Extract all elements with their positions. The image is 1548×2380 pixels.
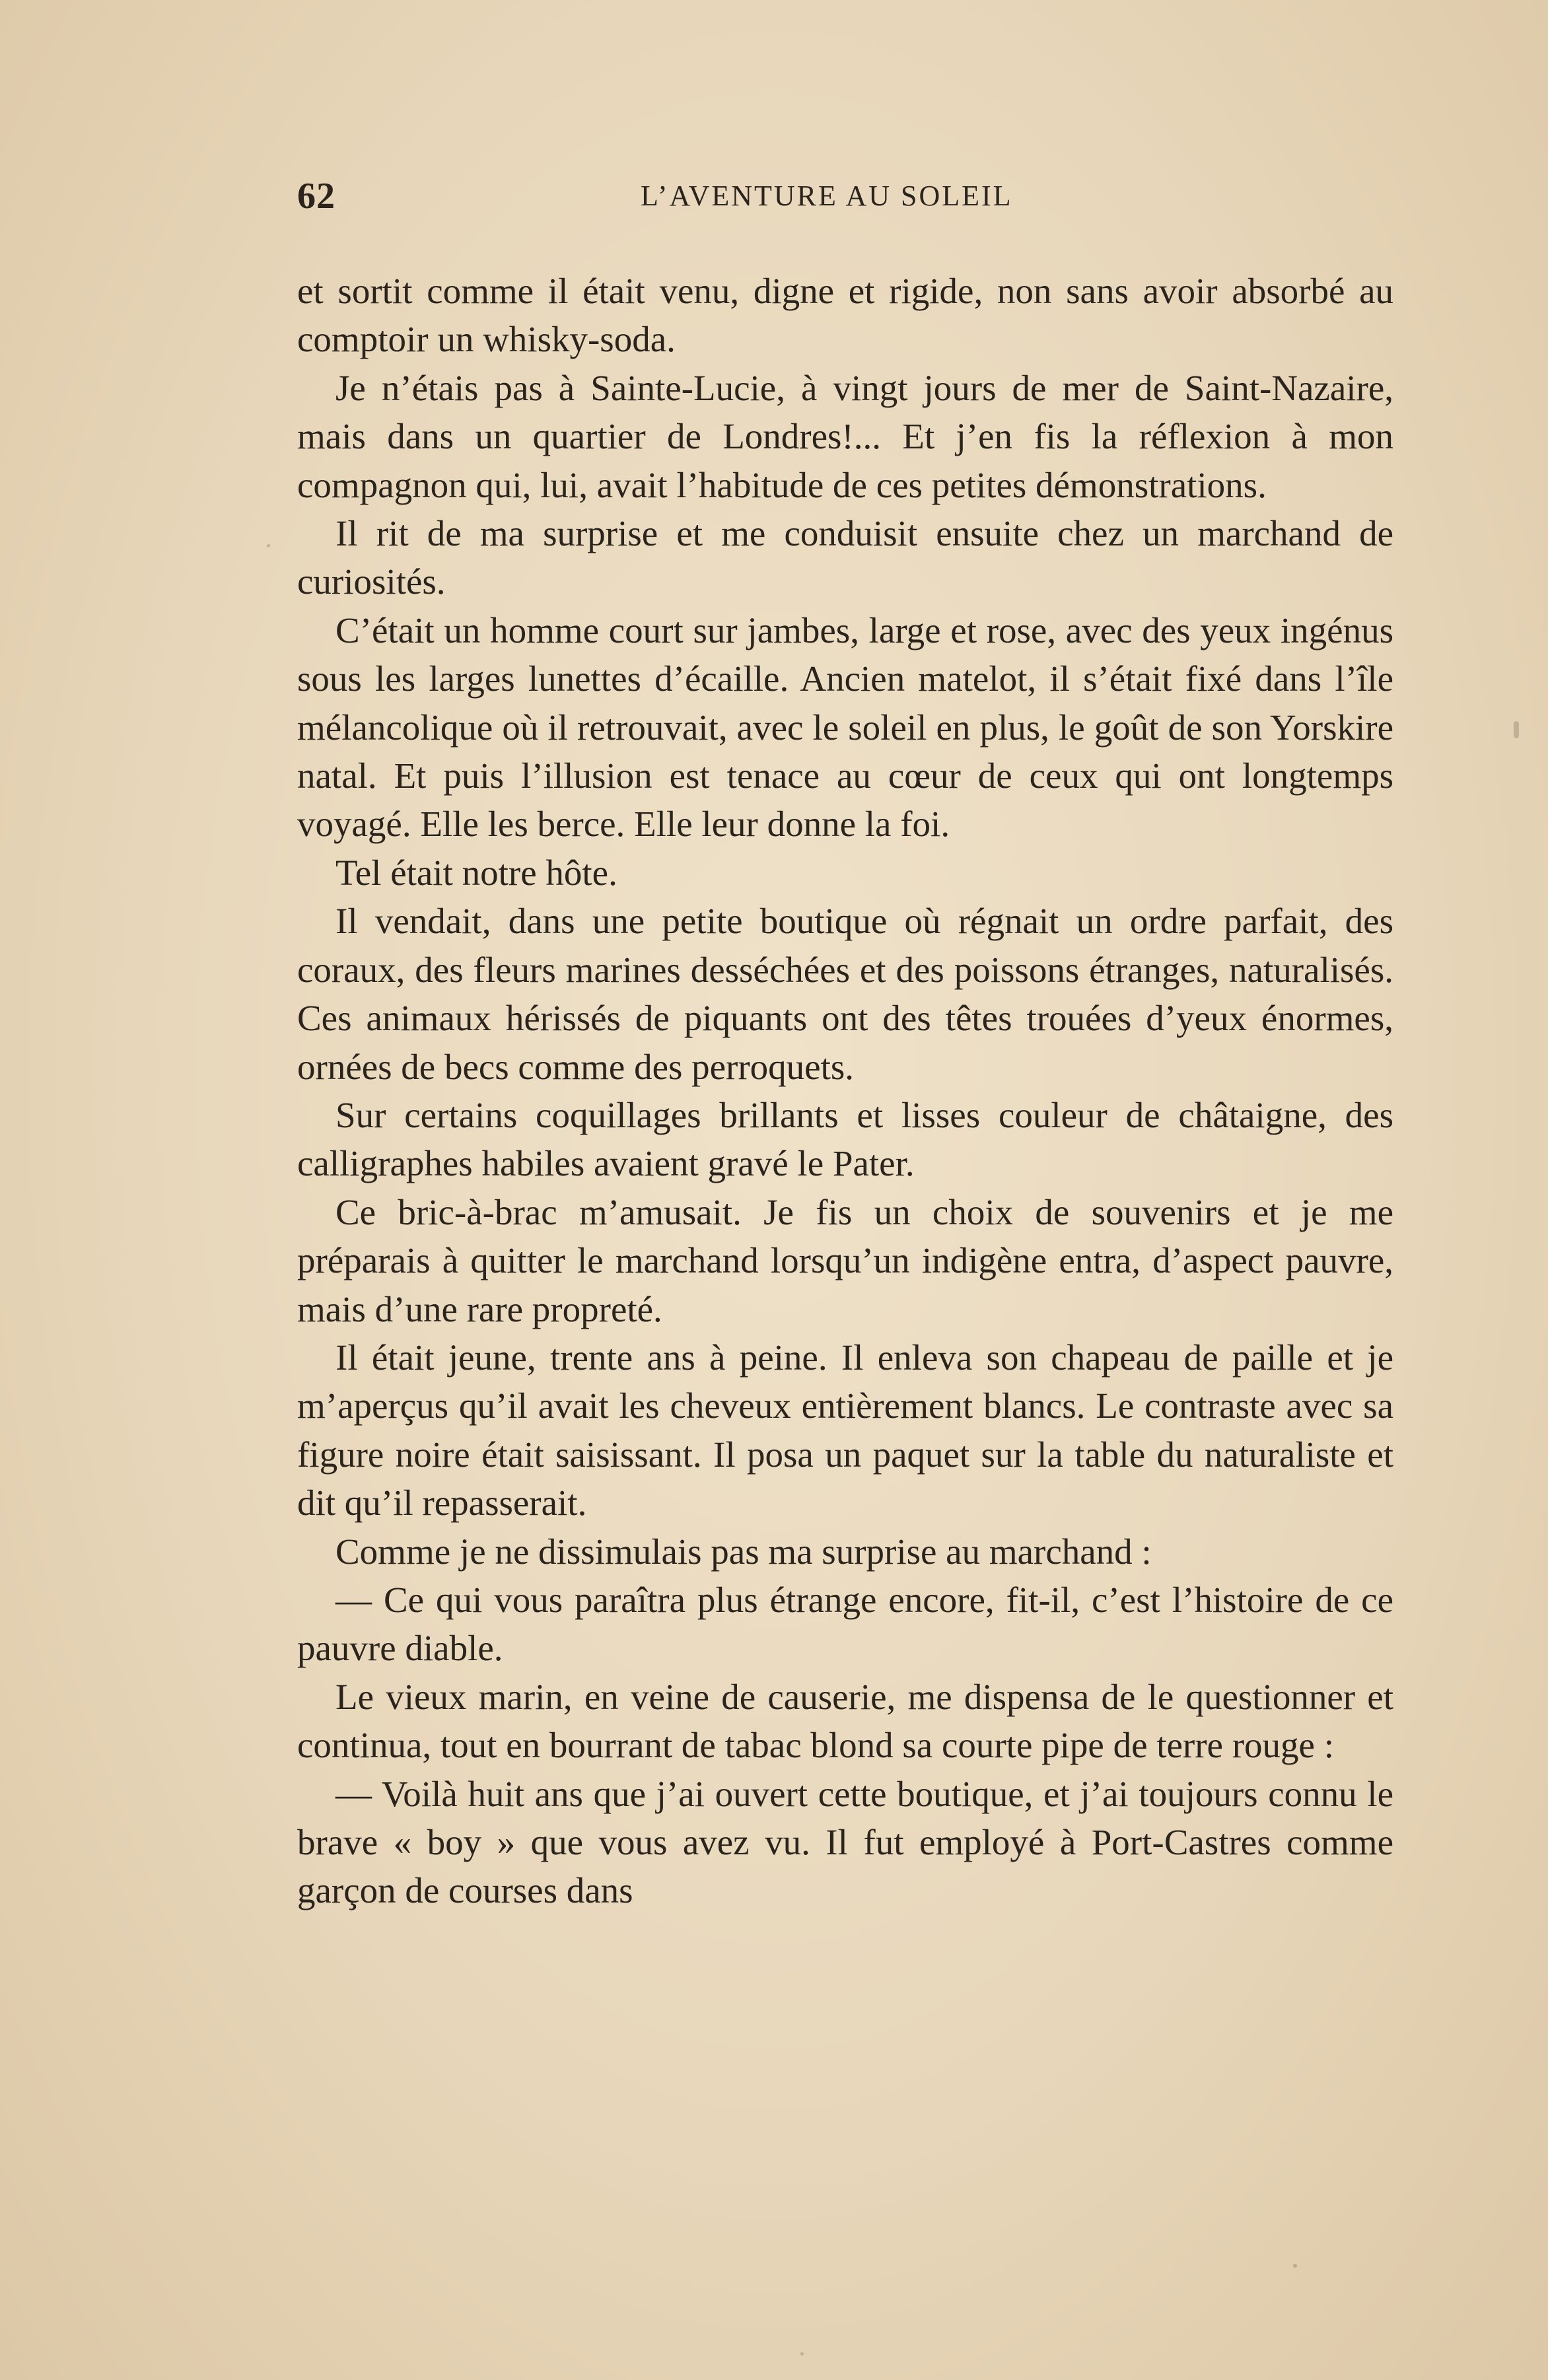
paragraph: Sur certains coquillages brillants et lisses couleur de châtaigne, des calligraphes habiles avaient gravé le Pater. — [297, 1094, 1393, 1184]
paper-speckle — [267, 544, 270, 547]
paragraph: Le vieux marin, en veine de causerie, me dispensa de le questionner et continua, tout en bourrant de tabac blond sa courte pipe de terre rouge : — [297, 1676, 1393, 1766]
paragraph: C’était un homme court sur jambes, large et rose, avec des yeux ingénus sous les larges lunettes d’écaille. Ancien matelot, il s’était fixé dans l’île mélancolique où il retrouvait, avec le soleil en plus, le goût de son Yorskire natal. Et puis l’illusion est tenace au cœur de ceux qui ont longtemps voyagé. Elle les berce. Elle leur donne la foi. — [297, 610, 1393, 845]
paper-speckle — [800, 2352, 804, 2356]
page-number: 62 — [297, 176, 335, 217]
paragraph: — Ce qui vous paraîtra plus étrange encore, fit-il, c’est l’histoire de ce pauvre diable. — [297, 1579, 1393, 1669]
paragraph: et sortit comme il était venu, digne et rigide, non sans avoir absorbé au comptoir un whisky-soda. — [297, 271, 1393, 360]
paragraph: Ce bric-à-brac m’amusait. Je fis un choix de souvenirs et je me préparais à quitter le marchand lorsqu’un indigène entra, d’aspect pauvre, mais d’une rare propreté. — [297, 1191, 1393, 1329]
body-text — [297, 267, 1393, 1915]
paper-speckle — [1514, 721, 1519, 738]
paragraph: Tel était notre hôte. — [335, 852, 617, 893]
paper-speckle — [1293, 2264, 1297, 2268]
running-title: L’AVENTURE AU SOLEIL — [641, 180, 1013, 212]
page-header — [297, 173, 1393, 219]
paragraph: Je n’étais pas à Sainte-Lucie, à vingt jours de mer de Saint-Nazaire, mais dans un quartier de Londres!... Et j’en fis la réflexion à mon compagnon qui, lui, avait l’habitude de ces petites démonstrations. — [297, 367, 1393, 505]
paragraph: Il était jeune, trente ans à peine. Il enleva son chapeau de paille et je m’aperçus qu’il avait les cheveux entièrement blancs. Le contraste avec sa figure noire était saisissant. Il posa un paquet sur la table du naturaliste et dit qu’il repasserait. — [297, 1337, 1393, 1523]
paragraph: Comme je ne dissimulais pas ma surprise au marchand : — [335, 1531, 1152, 1572]
paragraph: Il vendait, dans une petite boutique où régnait un ordre parfait, des coraux, des fleurs marines desséchées et des poissons étranges, naturalisés. Ces animaux hérissés de piquants ont des têtes trouées d’yeux énormes, ornées de becs comme des perroquets. — [297, 901, 1393, 1087]
paragraph: — Voilà huit ans que j’ai ouvert cette boutique, et j’ai toujours connu le brave « boy » que vous avez vu. Il fut employé à Port-Castres comme garçon de courses dans — [297, 1773, 1393, 1911]
paragraph: Il rit de ma surprise et me conduisit ensuite chez un marchand de curiosités. — [297, 513, 1393, 602]
